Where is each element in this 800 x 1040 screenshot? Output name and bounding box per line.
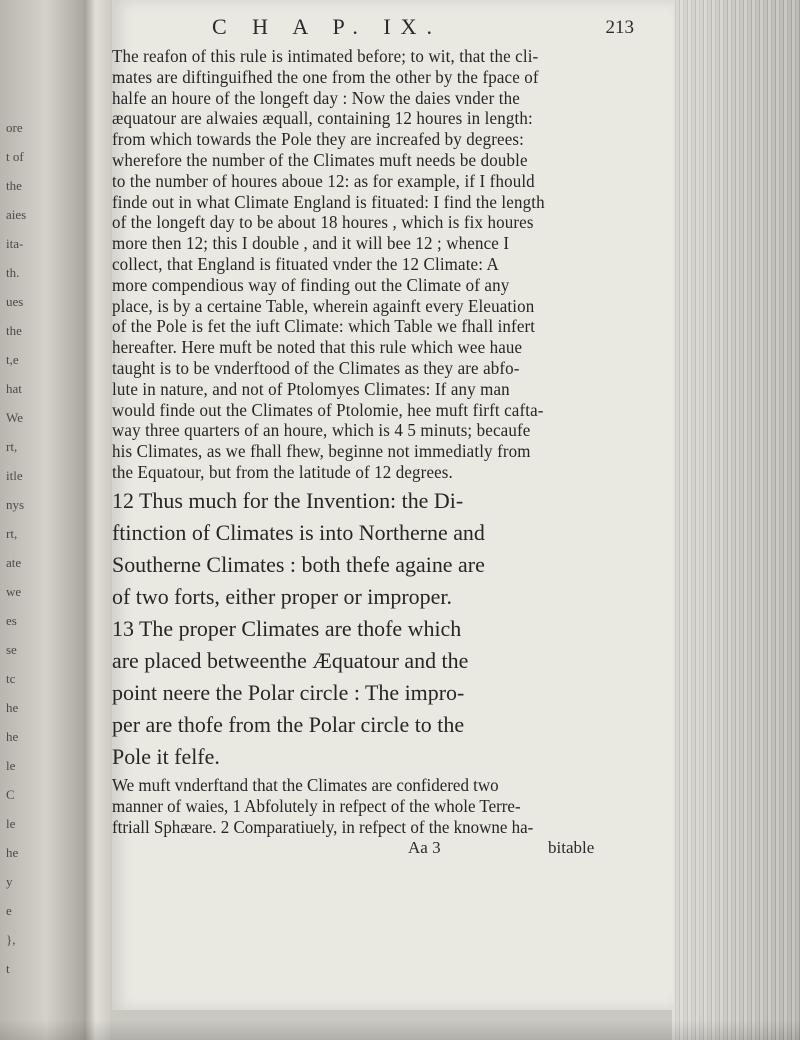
running-header [112, 14, 674, 44]
text-line: hereafter. Here muft be noted that this rule which wee haue [112, 337, 523, 358]
text-line: more then 12; this I double , and it will bee 12 ; whence I [112, 233, 510, 254]
adjacent-page-fragment: ues [6, 294, 24, 309]
adjacent-page-edge [0, 0, 84, 1040]
paragraph-consideration [112, 775, 674, 838]
text-line: would finde out the Climates of Ptolomie, hee muft firft cafta- [112, 399, 544, 420]
adjacent-page-fragment: we [6, 584, 22, 599]
adjacent-page-fragment: tc [6, 671, 16, 686]
adjacent-page-fragment: itle [6, 468, 23, 483]
text-line: We muft vnderftand that the Climates are confidered two [112, 774, 499, 795]
adjacent-page-fragment: le [6, 758, 16, 773]
page-number: 213 [605, 17, 634, 38]
paragraph-climates-division [112, 485, 674, 773]
adjacent-page-fragment: C [6, 787, 15, 802]
adjacent-page-fragment: y [6, 874, 13, 889]
text-line: halfe an houre of the longeft day : Now the daies vnder the [112, 87, 520, 108]
text-line: Pole it felfe. [112, 743, 220, 769]
body-text [112, 46, 674, 864]
adjacent-page-fragment: rt, [6, 526, 18, 541]
text-line: collect, that England is fituated vnder the 12 Climate: A [112, 253, 499, 274]
book-page [112, 0, 674, 1010]
adjacent-page-fragment: the [6, 178, 22, 193]
signature-mark: Aa 3 [408, 837, 441, 857]
adjacent-page-fragment: th. [6, 265, 20, 280]
text-line: of the longeft day to be about 18 houres , which is fix houres [112, 212, 534, 233]
text-line: manner of waies, 1 Abfolutely in refpect of the whole Terre- [112, 795, 521, 816]
text-line: 12 Thus much for the Invention: the Di- [112, 487, 464, 513]
adjacent-page-fragment: hat [6, 381, 22, 396]
text-line: are placed betweenthe Æquatour and the [112, 647, 469, 673]
bottom-shadow [0, 1020, 800, 1040]
adjacent-page-fragment: }, [6, 932, 16, 947]
adjacent-page-fragment: le [6, 816, 16, 831]
text-line: per are thofe from the Polar circle to the [112, 711, 465, 737]
text-line: more compendious way of finding out the Climate of any [112, 274, 510, 295]
page-footer [112, 838, 674, 864]
adjacent-page-fragment: ita- [6, 236, 24, 251]
adjacent-page-fragment: t [6, 961, 10, 976]
adjacent-page-fragment: rt, [6, 439, 18, 454]
chapter-heading: C H A P. IX. [212, 14, 443, 39]
text-line: his Climates, as we fhall fhew, beginne not immediatly from [112, 441, 531, 462]
book-gutter [84, 0, 110, 1040]
text-line: ftinction of Climates is into Northerne and [112, 519, 485, 545]
text-line: of the Pole is fet the iuft Climate: which Table we fhall infert [112, 316, 536, 337]
text-line: the Equatour, but from the latitude of 12 degrees. [112, 461, 453, 482]
adjacent-page-fragment: se [6, 642, 17, 657]
text-line: from which towards the Pole they are increafed by degrees: [112, 129, 524, 150]
adjacent-page-fragment: aies [6, 207, 27, 222]
adjacent-page-fragment: nys [6, 497, 25, 512]
adjacent-page-fragment: es [6, 613, 17, 628]
adjacent-page-fragment: the [6, 323, 22, 338]
text-line: 13 The proper Climates are thofe which [112, 615, 462, 641]
text-line: lute in nature, and not of Ptolomyes Climates: If any man [112, 378, 510, 399]
text-line: Southerne Climates : both thefe againe are [112, 551, 485, 577]
page-stack-edge [672, 0, 800, 1040]
paragraph-main [112, 46, 674, 483]
adjacent-page-fragment: t,e [6, 352, 19, 367]
text-line: wherefore the number of the Climates muft needs be double [112, 149, 528, 170]
adjacent-page-fragment: he [6, 700, 19, 715]
text-line: place, is by a certaine Table, wherein againft every Eleuation [112, 295, 535, 316]
adjacent-page-fragment: he [6, 729, 19, 744]
adjacent-page-fragment: ate [6, 555, 22, 570]
text-line: ftriall Sphæare. 2 Comparatiuely, in refpect of the knowne ha- [112, 816, 534, 837]
text-line: taught is to be vnderftood of the Climates as they are abfo- [112, 357, 520, 378]
text-line: mates are diftinguifhed the one from the other by the fpace of [112, 66, 539, 87]
adjacent-page-fragment: he [6, 845, 19, 860]
catchword: bitable [548, 837, 595, 857]
text-line: point neere the Polar circle : The impro- [112, 679, 465, 705]
adjacent-page-fragment: We [6, 410, 23, 425]
text-line: of two forts, either proper or improper. [112, 583, 452, 609]
text-line: way three quarters of an houre, which is 4 5 minuts; becaufe [112, 420, 531, 441]
adjacent-page-fragment: t of [6, 149, 24, 164]
adjacent-page-fragment: ore [6, 120, 23, 135]
text-line: finde out in what Climate England is fituated: I find the length [112, 191, 545, 212]
text-line: The reafon of this rule is intimated before; to wit, that the cli- [112, 46, 539, 66]
adjacent-page-fragment: e [6, 903, 12, 918]
text-line: æquatour are alwaies æquall, containing 12 houres in length: [112, 108, 533, 129]
text-line: to the number of houres aboue 12: as for example, if I fhould [112, 170, 535, 191]
